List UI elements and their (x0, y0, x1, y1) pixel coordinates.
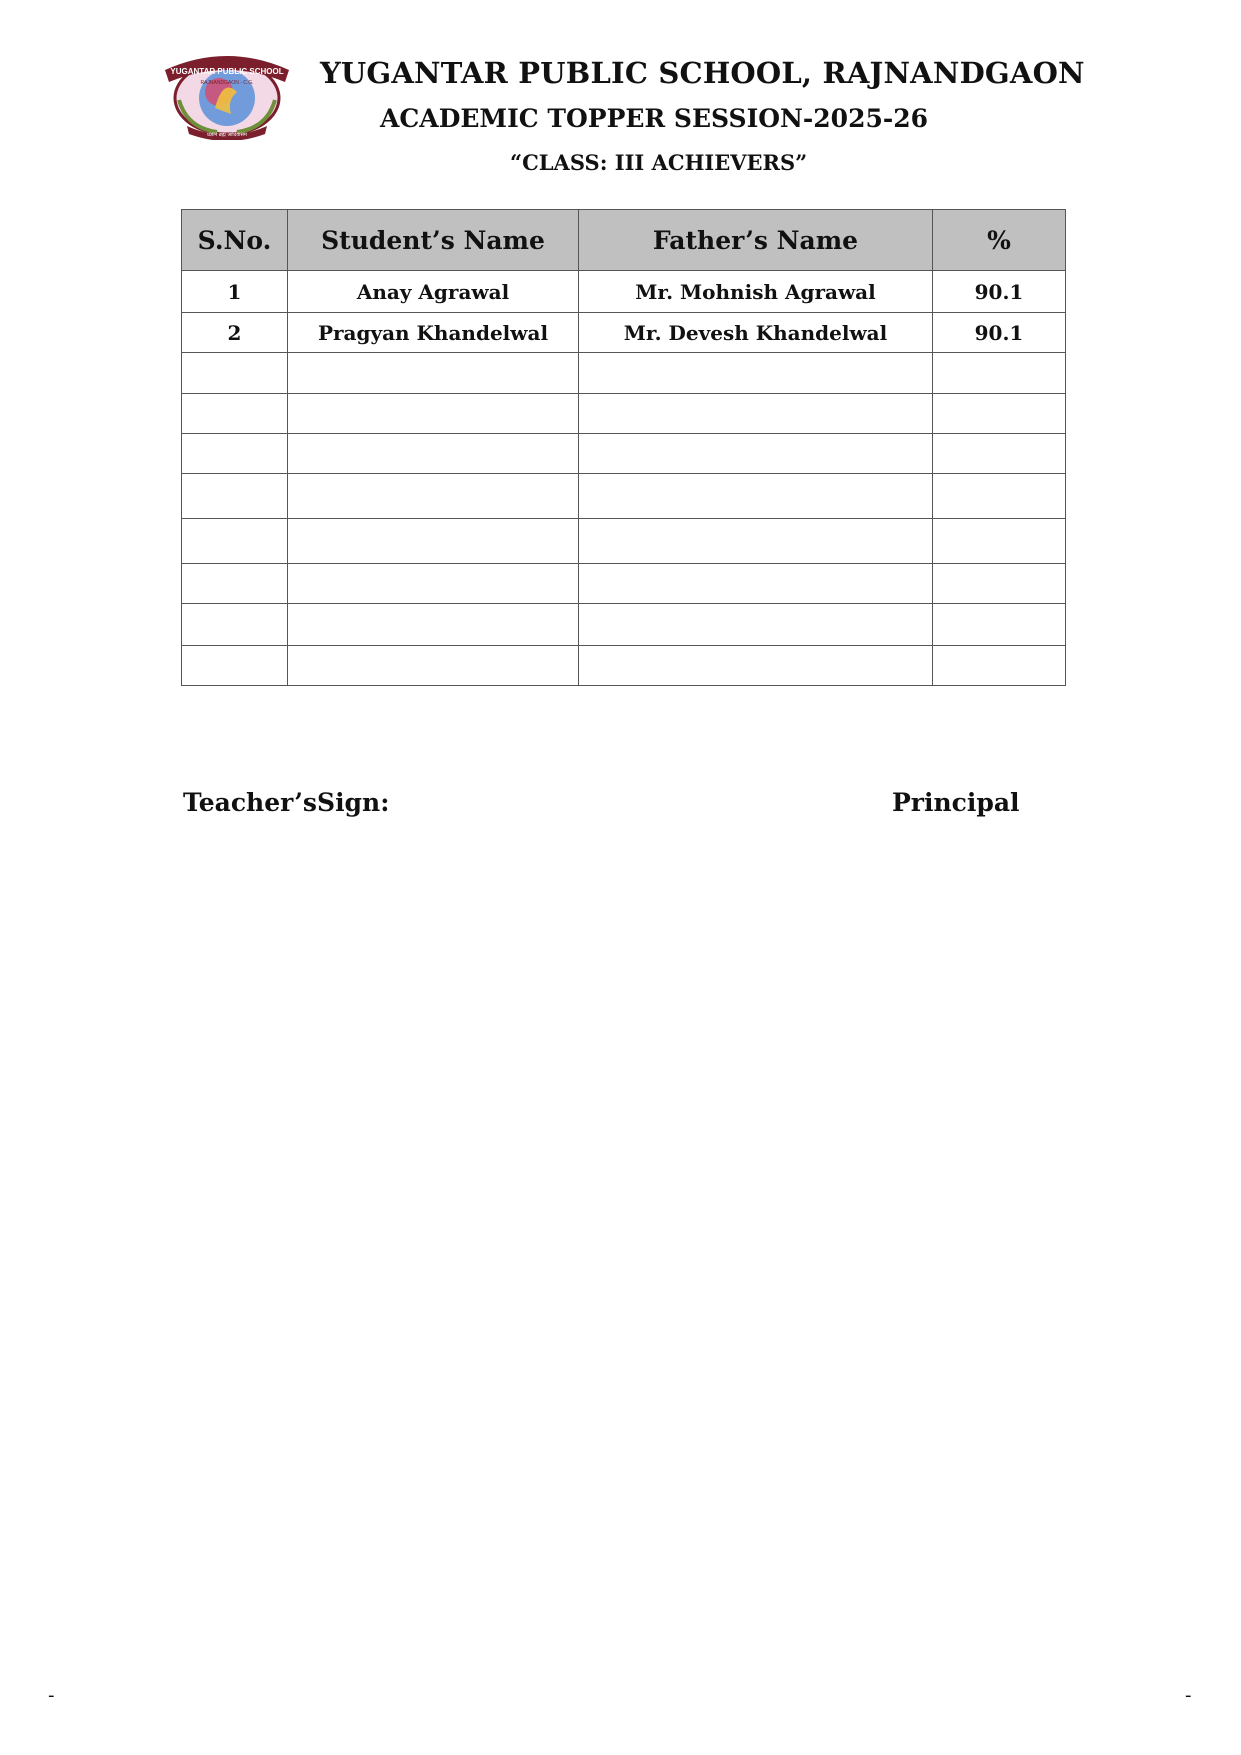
cell-father-name (579, 604, 933, 646)
cell-percent (933, 646, 1066, 686)
table-row (182, 353, 1066, 394)
cell-student-name: Pragyan Khandelwal (288, 313, 579, 353)
cell-student-name (288, 564, 579, 604)
cell-sno (182, 353, 288, 394)
cell-student-name (288, 353, 579, 394)
cell-student-name: Anay Agrawal (288, 271, 579, 313)
cell-percent (933, 474, 1066, 519)
cell-sno (182, 394, 288, 434)
page-mark-left: - (48, 1685, 55, 1706)
cell-percent (933, 353, 1066, 394)
cell-percent: 90.1 (933, 313, 1066, 353)
class-title: “CLASS: III ACHIEVERS” (510, 150, 808, 175)
cell-student-name (288, 519, 579, 564)
cell-student-name (288, 646, 579, 686)
cell-sno (182, 434, 288, 474)
cell-student-name (288, 434, 579, 474)
page-mark-right: - (1185, 1685, 1192, 1706)
cell-sno: 2 (182, 313, 288, 353)
cell-father-name (579, 564, 933, 604)
cell-sno (182, 564, 288, 604)
cell-sno (182, 519, 288, 564)
svg-text:YUGANTAR PUBLIC SCHOOL: YUGANTAR PUBLIC SCHOOL (170, 67, 284, 76)
header-sno: S.No. (182, 210, 288, 271)
cell-percent (933, 519, 1066, 564)
cell-father-name (579, 353, 933, 394)
cell-student-name (288, 604, 579, 646)
header-father-name: Father’s Name (579, 210, 933, 271)
cell-father-name (579, 394, 933, 434)
svg-text:प्रज्ञानं ब्रह्म आदिवासम: प्रज्ञानं ब्रह्म आदिवासम (207, 132, 247, 138)
school-logo (157, 48, 297, 140)
cell-percent (933, 434, 1066, 474)
teacher-sign-label: Teacher’sSign: (183, 788, 390, 817)
cell-percent: 90.1 (933, 271, 1066, 313)
principal-label: Principal (892, 788, 1020, 817)
achievers-table (181, 209, 1066, 686)
cell-percent (933, 394, 1066, 434)
table-row (182, 313, 1066, 353)
header-student-name: Student’s Name (288, 210, 579, 271)
table-row (182, 474, 1066, 519)
cell-student-name (288, 474, 579, 519)
session-title: ACADEMIC TOPPER SESSION-2025-26 (380, 104, 929, 133)
cell-sno (182, 474, 288, 519)
cell-father-name (579, 434, 933, 474)
cell-father-name (579, 519, 933, 564)
table-header-row (182, 210, 1066, 271)
table-row (182, 271, 1066, 313)
cell-sno (182, 646, 288, 686)
school-name: YUGANTAR PUBLIC SCHOOL, RAJNANDGAON (320, 56, 1085, 90)
table-row (182, 434, 1066, 474)
cell-student-name (288, 394, 579, 434)
header-percent: % (933, 210, 1066, 271)
table-row (182, 646, 1066, 686)
table-row (182, 394, 1066, 434)
table-row (182, 604, 1066, 646)
table-row (182, 519, 1066, 564)
cell-father-name: Mr. Mohnish Agrawal (579, 271, 933, 313)
cell-sno: 1 (182, 271, 288, 313)
svg-text:RAJNANDGAON - C.G.: RAJNANDGAON - C.G. (200, 80, 254, 86)
table-row (182, 564, 1066, 604)
cell-father-name (579, 646, 933, 686)
cell-percent (933, 604, 1066, 646)
cell-percent (933, 564, 1066, 604)
cell-sno (182, 604, 288, 646)
cell-father-name: Mr. Devesh Khandelwal (579, 313, 933, 353)
cell-father-name (579, 474, 933, 519)
